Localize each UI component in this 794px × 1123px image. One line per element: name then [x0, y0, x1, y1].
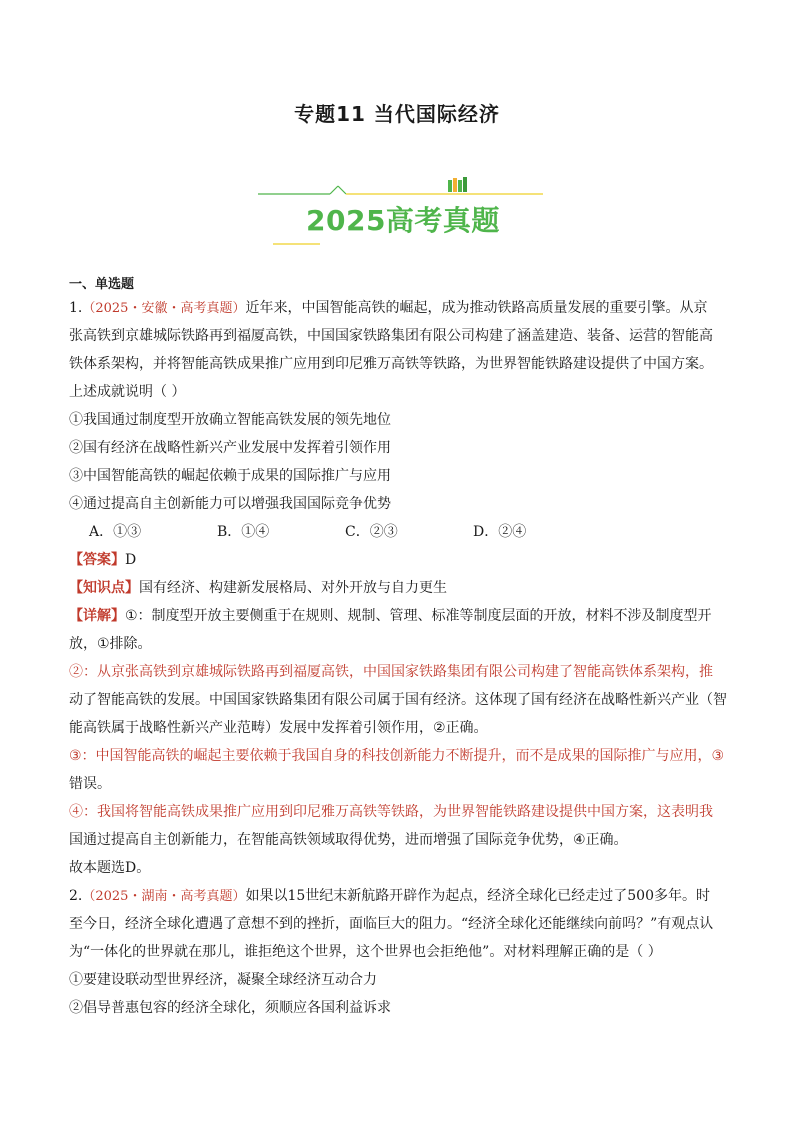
detail-line: ①：制度型开放主要侧重于在规则、规制、管理、标准等制度层面的开放，材料不涉及制度型开	[125, 608, 712, 624]
detail-line: 动了智能高铁的发展。中国国家铁路集团有限公司属于国有经济。这体现了国有经济在战略性新兴产业（智	[69, 692, 727, 708]
detail-line: 能高铁属于战略性新兴产业范畴）发展中发挥着引领作用，②正确。	[69, 720, 488, 736]
q2-stem-line: 如果以15世纪末新航路开辟作为起点，经济全球化已经走过了500多年。时	[245, 888, 710, 904]
detail-label: 【详解】	[69, 608, 125, 624]
knowledge-point-value: 国有经济、构建新发展格局、对外开放与自力更生	[139, 580, 447, 596]
q1-stem-line: 张高铁到京雄城际铁路再到福厦高铁，中国国家铁路集团有限公司构建了涵盖建造、装备、运营的智能高	[69, 328, 713, 344]
q1-statement: ②国有经济在战略性新兴产业发展中发挥着引领作用	[69, 440, 391, 456]
question-1	[69, 294, 729, 882]
q1-source: （2025・安徽・高考真题）	[82, 301, 246, 316]
answer-label: 【答案】	[69, 552, 125, 568]
q1-option-b: B．①④	[217, 524, 270, 540]
q1-stem-line: 铁体系架构，并将智能高铁成果推广应用到印尼雅万高铁等铁路，为世界智能铁路建设提供了中国方案。	[69, 356, 713, 372]
q1-stem-line: 近年来，中国智能高铁的崛起，成为推动铁路高质量发展的重要引擎。从京	[245, 300, 708, 316]
q2-statement: ①要建设联动型世界经济，凝聚全球经济互动合力	[69, 972, 377, 988]
q1-option-d: D．②④	[473, 524, 527, 540]
q1-stem-line: 上述成就说明（ ）	[69, 384, 186, 400]
question-2	[69, 882, 729, 1022]
detail-line: ③：中国智能高铁的崛起主要依赖于我国自身的科技创新能力不断提升，而不是成果的国际推广与应用，③	[69, 748, 725, 764]
banner-text: 2025高考真题	[306, 204, 500, 237]
q1-option-c: C．②③	[345, 524, 398, 540]
q2-source: （2025・湖南・高考真题）	[82, 889, 246, 904]
q2-stem-line: 为“一体化的世界就在那儿，谁拒绝这个世界，这个世界也会拒绝他”。对材料理解正确的是（ ）	[69, 944, 662, 960]
knowledge-point-label: 【知识点】	[69, 580, 139, 596]
section-heading: 一、单选题	[69, 277, 135, 292]
conclusion: 故本题选D。	[69, 860, 151, 876]
q1-statement: ④通过提高自主创新能力可以增强我国国际竞争优势	[69, 496, 391, 512]
q2-number: 2.	[69, 888, 83, 904]
detail-line: 放，①排除。	[69, 636, 152, 652]
title-banner	[258, 168, 548, 248]
q1-statement: ①我国通过制度型开放确立智能高铁发展的领先地位	[69, 412, 391, 428]
q1-statement: ③中国智能高铁的崛起依赖于成果的国际推广与应用	[69, 468, 391, 484]
document-body	[69, 276, 729, 1022]
detail-line: ④：我国将智能高铁成果推广应用到印尼雅万高铁等铁路，为世界智能铁路建设提供中国方案，这表明我	[69, 804, 713, 820]
detail-line: ②：从京张高铁到京雄城际铁路再到福厦高铁，中国国家铁路集团有限公司构建了智能高铁体系架构，推	[69, 664, 713, 680]
books-icon	[448, 177, 467, 192]
q2-stem-line: 至今日，经济全球化遭遇了意想不到的挫折，面临巨大的阻力。“经济全球化还能继续向前吗？”有观点认	[69, 916, 714, 932]
q2-statement: ②倡导普惠包容的经济全球化，须顺应各国利益诉求	[69, 1000, 391, 1016]
detail-line: 国通过提高自主创新能力，在智能高铁领域取得优势，进而增强了国际竞争优势，④正确。	[69, 832, 628, 848]
answer-value: D	[125, 552, 137, 568]
q1-option-a: A．①③	[89, 524, 142, 540]
page-title: 专题11 当代国际经济	[294, 102, 500, 126]
q1-options	[69, 518, 729, 546]
q1-number: 1.	[69, 300, 83, 316]
detail-line: 错误。	[69, 776, 111, 792]
